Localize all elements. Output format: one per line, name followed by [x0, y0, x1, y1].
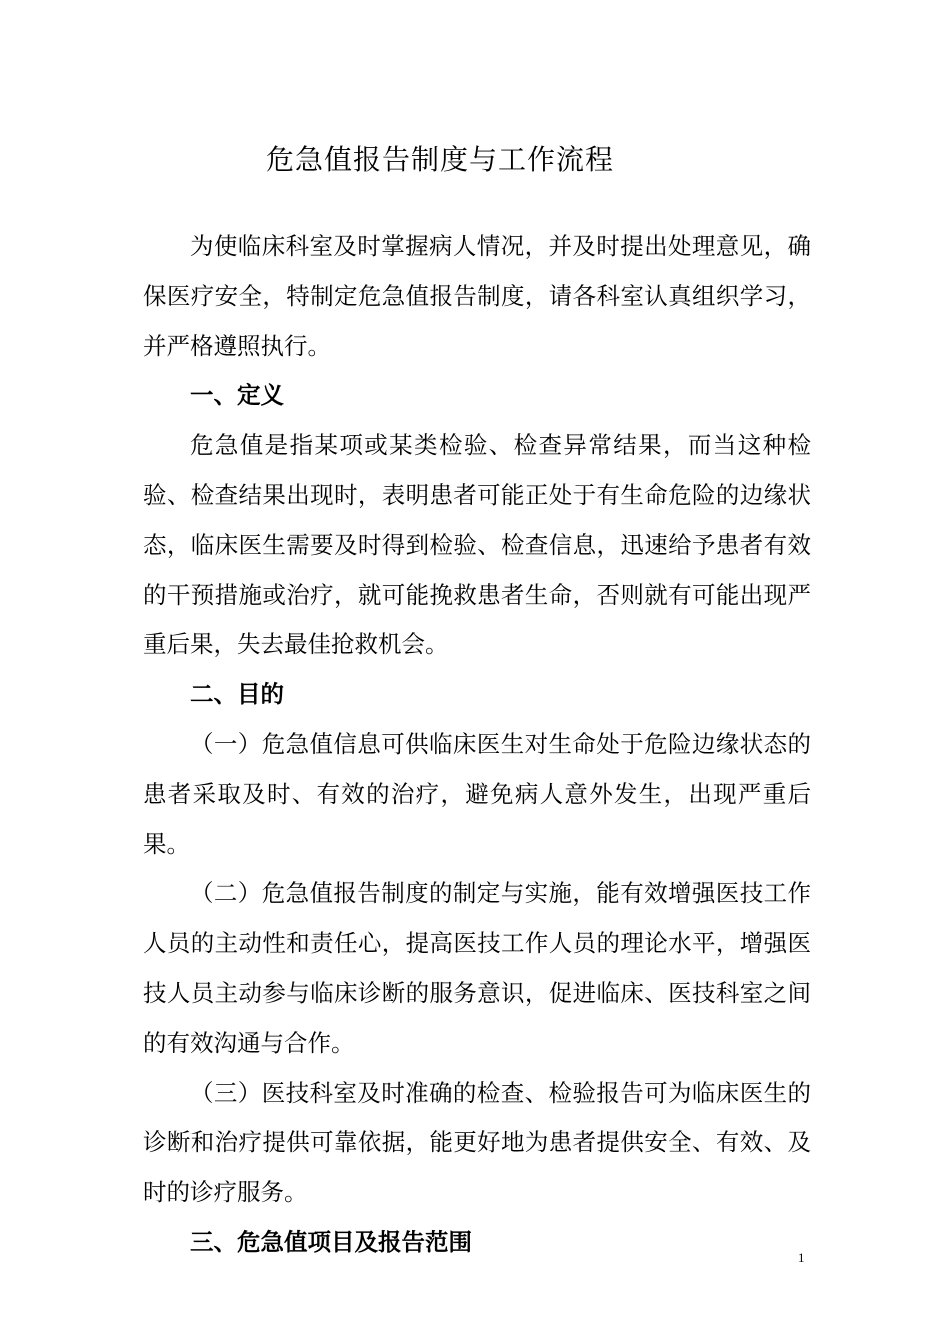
intro-paragraph: 为使临床科室及时掌握病人情况，并及时提出处理意见，确保医疗安全，特制定危急值报告制度，请各科室认真组织学习，并严格遵照执行。 — [143, 232, 811, 360]
section-heading-purpose: 二、目的 — [190, 680, 284, 709]
document-title: 危急值报告制度与工作流程 — [266, 143, 615, 176]
purpose-item-1: （一）危急值信息可供临床医生对生命处于危险边缘状态的患者采取及时、有效的治疗，避免病人意外发生，出现严重后果。 — [143, 729, 811, 858]
definition-paragraph: 危急值是指某项或某类检验、检查异常结果，而当这种检验、检查结果出现时，表明患者可能正处于有生命危险的边缘状态，临床医生需要及时得到检验、检查信息，迅速给予患者有效的干预措施或治疗，就可能挽救患者生命，否则就有可能出现严重后果，失去最佳抢救机会。 — [143, 431, 811, 659]
purpose-item-2: （二）危急值报告制度的制定与实施，能有效增强医技工作人员的主动性和责任心，提高医技工作人员的理论水平，增强医技人员主动参与临床诊断的服务意识，促进临床、医技科室之间的有效沟通与合作。 — [143, 879, 811, 1057]
purpose-item-3: （三）医技科室及时准确的检查、检验报告可为临床医生的诊断和治疗提供可靠依据，能更好地为患者提供安全、有效、及时的诊疗服务。 — [143, 1078, 811, 1207]
section-heading-scope: 三、危急值项目及报告范围 — [190, 1227, 472, 1256]
page-number: 1 — [798, 1250, 805, 1265]
document-body — [143, 222, 811, 1268]
section-heading-definition: 一、定义 — [190, 381, 284, 410]
